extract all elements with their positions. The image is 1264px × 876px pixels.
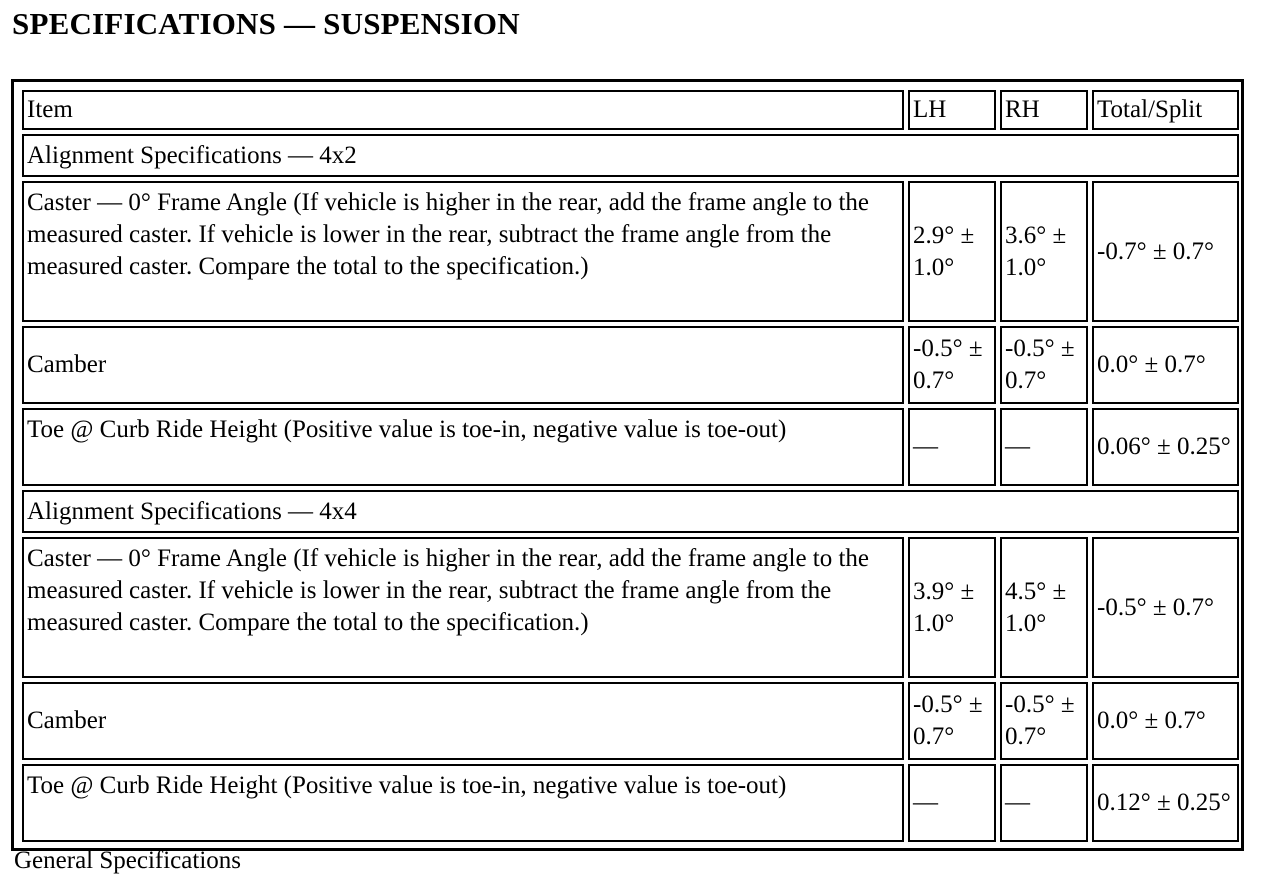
section-heading-4x4: Alignment Specifications — 4x4 [22,490,1239,533]
row-total-value: 0.0° ± 0.7° [1092,682,1239,760]
row-lh-value: 3.9° ± 1.0° [908,537,996,678]
table-row [22,537,1239,678]
row-total-value: 0.0° ± 0.7° [1092,326,1239,404]
header-item: Item [22,90,904,130]
row-total-value: -0.5° ± 0.7° [1092,537,1239,678]
section-heading-4x2: Alignment Specifications — 4x2 [22,134,1239,177]
row-rh-value: — [1000,764,1088,842]
header-lh: LH [908,90,996,130]
row-lh-value: -0.5° ± 0.7° [908,326,996,404]
row-lh-value: -0.5° ± 0.7° [908,682,996,760]
page-title: SPECIFICATIONS — SUSPENSION [12,6,520,41]
row-rh-value: -0.5° ± 0.7° [1000,326,1088,404]
row-item-caster: Caster — 0° Frame Angle (If vehicle is higher in the rear, add the frame angle to the measured caster. If vehicle is lower in the rear, subtract the frame angle from the measured caster. Compare the total to the specification.) [22,537,904,678]
table-row [22,682,1239,760]
row-total-value: 0.06° ± 0.25° [1092,408,1239,486]
header-total-split: Total/Split [1092,90,1239,130]
row-lh-value: 2.9° ± 1.0° [908,181,996,322]
table-row [22,326,1239,404]
section-heading-row [22,490,1239,533]
table-row [22,408,1239,486]
row-item-camber: Camber [22,326,904,404]
table-row [22,181,1239,322]
suspension-spec-table [18,86,1243,846]
header-rh: RH [1000,90,1088,130]
row-item-caster: Caster — 0° Frame Angle (If vehicle is higher in the rear, add the frame angle to the measured caster. If vehicle is lower in the rear, subtract the frame angle from the measured caster. Compare the total to the specification.) [22,181,904,322]
spec-table-frame [11,79,1244,851]
row-item-toe: Toe @ Curb Ride Height (Positive value is toe-in, negative value is toe-out) [22,764,904,842]
row-item-camber: Camber [22,682,904,760]
section-heading-row [22,134,1239,177]
row-rh-value: 3.6° ± 1.0° [1000,181,1088,322]
row-total-value: 0.12° ± 0.25° [1092,764,1239,842]
next-section-heading-cut: General Specifications [14,847,241,874]
row-rh-value: 4.5° ± 1.0° [1000,537,1088,678]
table-header-row [22,90,1239,130]
table-row [22,764,1239,842]
row-item-toe: Toe @ Curb Ride Height (Positive value is toe-in, negative value is toe-out) [22,408,904,486]
row-lh-value: — [908,408,996,486]
row-lh-value: — [908,764,996,842]
row-rh-value: -0.5° ± 0.7° [1000,682,1088,760]
row-rh-value: — [1000,408,1088,486]
row-total-value: -0.7° ± 0.7° [1092,181,1239,322]
